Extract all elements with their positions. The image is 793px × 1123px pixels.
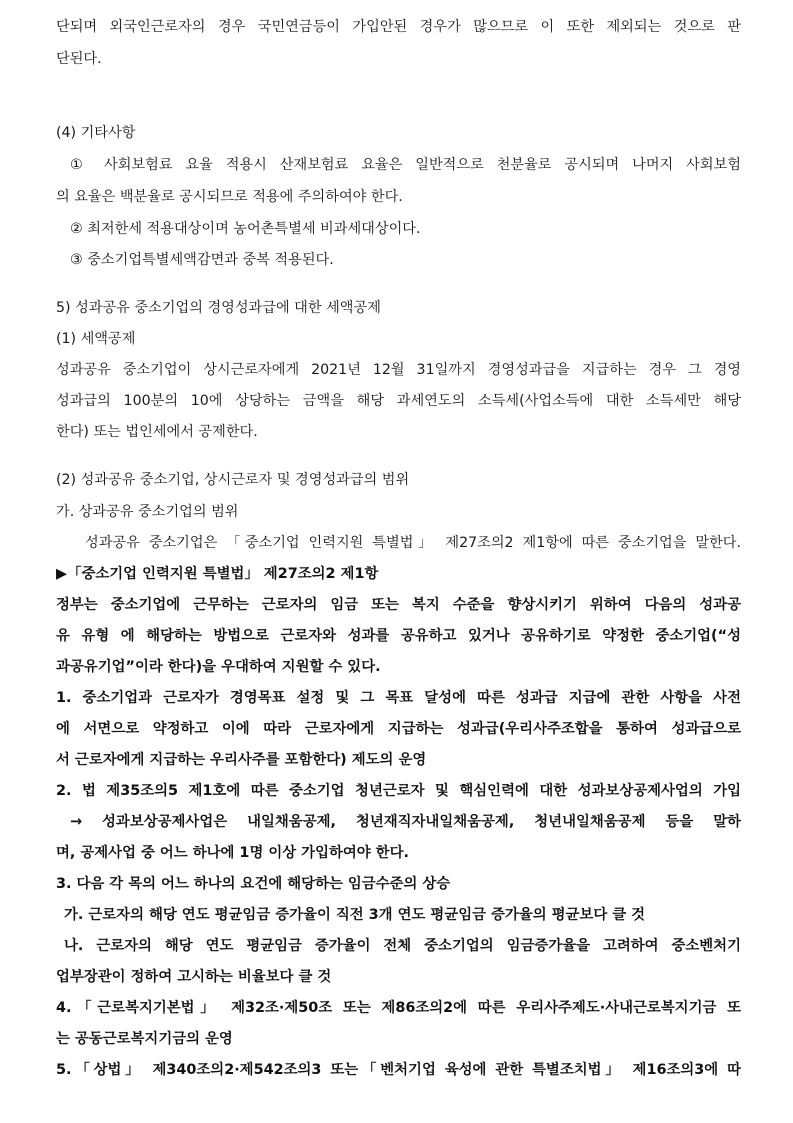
- text-line: 성과공유 중소기업이 상시근로자에게 2021년 12월 31일까지 경영성과급을 지급하는 경우 그 경영: [56, 362, 741, 378]
- law-text-line: 는 공동근로복지기금의 운영: [56, 1031, 233, 1047]
- law-text-line: 4.「근로복지기본법」 제32조·제50조 또는 제86조의2에 따른 우리사주제도·사내근로복지기금 또: [56, 1000, 741, 1016]
- text-line: 성과공유 중소기업은 「중소기업 인력지원 특별법」 제27조의2 제1항에 따른 중소기업을 말한다.: [85, 535, 741, 551]
- law-text-line: 에 서면으로 약정하고 이에 따라 근로자에게 지급하는 성과급(우리사주조합을 통하여 성과급으로: [56, 721, 741, 737]
- text-line: 단되며 외국인근로자의 경우 국민연금등이 가입안된 경우가 많으므로 이 또한 제외되는 것으로 판: [56, 19, 741, 35]
- law-text-line: 업부장관이 정하여 고시하는 비율보다 클 것: [56, 969, 332, 985]
- law-text-line: 정부는 중소기업에 근무하는 근로자의 임금 또는 복지 수준을 향상시키기 위하여 다음의 성과공: [56, 597, 741, 613]
- law-text-line: 유 유형 에 해당하는 방법으로 근로자와 성과를 공유하고 있거나 공유하기로 약정한 중소기업(“성: [56, 628, 741, 644]
- law-text-line: 과공유기업”이라 한다)을 우대하여 지원할 수 있다.: [56, 659, 381, 675]
- law-text-line: → 성과보상공제사업은 내일채움공제, 청년재직자내일채움공제, 청년내일채움공제 등을 말하: [70, 814, 741, 830]
- text-line: 성과급의 100분의 10에 상당하는 금액을 해당 과세연도의 소득세(사업소득에 대한 소득세만 해당: [56, 393, 741, 409]
- law-reference-heading: ▶「중소기업 인력지원 특별법」 제27조의2 제1항: [56, 566, 379, 582]
- law-text-line: 1. 중소기업과 근로자가 경영목표 설정 및 그 목표 달성에 따른 성과급 지급에 관한 사항을 사전: [56, 690, 741, 706]
- list-item: ③ 중소기업특별세액감면과 중복 적용된다.: [70, 252, 334, 268]
- text-line: 한다) 또는 법인세에서 공제한다.: [56, 424, 258, 440]
- subsection-heading: (2) 성과공유 중소기업, 상시근로자 및 경영성과급의 범위: [56, 472, 410, 488]
- subsection-heading: 가. 상과공유 중소기업의 범위: [56, 504, 239, 520]
- law-text-line: 며, 공제사업 중 어느 하나에 1명 이상 가입하여야 한다.: [56, 845, 409, 861]
- section-heading: 5) 성과공유 중소기업의 경영성과급에 대한 세액공제: [56, 300, 381, 316]
- law-text-line: 나. 근로자의 해당 연도 평균임금 증가율이 전체 중소기업의 임금증가율을 고려하여 중소벤처기: [64, 938, 741, 954]
- law-text-line: 서 근로자에게 지급하는 우리사주를 포함한다) 제도의 운영: [56, 752, 427, 768]
- text-line: 단된다.: [56, 51, 102, 67]
- subsection-heading: (1) 세액공제: [56, 331, 136, 347]
- text-line: 의 요율은 백분율로 공시되므로 적용에 주의하여야 한다.: [56, 189, 403, 205]
- list-item: ① 사회보험료 요율 적용시 산재보험료 요율은 일반적으로 천분율로 공시되며 나머지 사회보험: [70, 157, 741, 173]
- law-text-line: 2. 법 제35조의5 제1호에 따른 중소기업 청년근로자 및 핵심인력에 대한 성과보상공제사업의 가입: [56, 783, 741, 799]
- law-text-line: 3. 다음 각 목의 어느 하나의 요건에 해당하는 임금수준의 상승: [56, 876, 451, 892]
- list-item: ② 최저한세 적용대상이며 농어촌특별세 비과세대상이다.: [70, 221, 421, 237]
- law-text-line: 가. 근로자의 해당 연도 평균임금 증가율이 직전 3개 연도 평균임금 증가율의 평균보다 클 것: [64, 907, 646, 923]
- law-text-line: 5.「상법」 제340조의2·제542조의3 또는「벤처기업 육성에 관한 특별조치법」 제16조의3에 따: [56, 1062, 741, 1078]
- section-heading: (4) 기타사항: [56, 125, 136, 141]
